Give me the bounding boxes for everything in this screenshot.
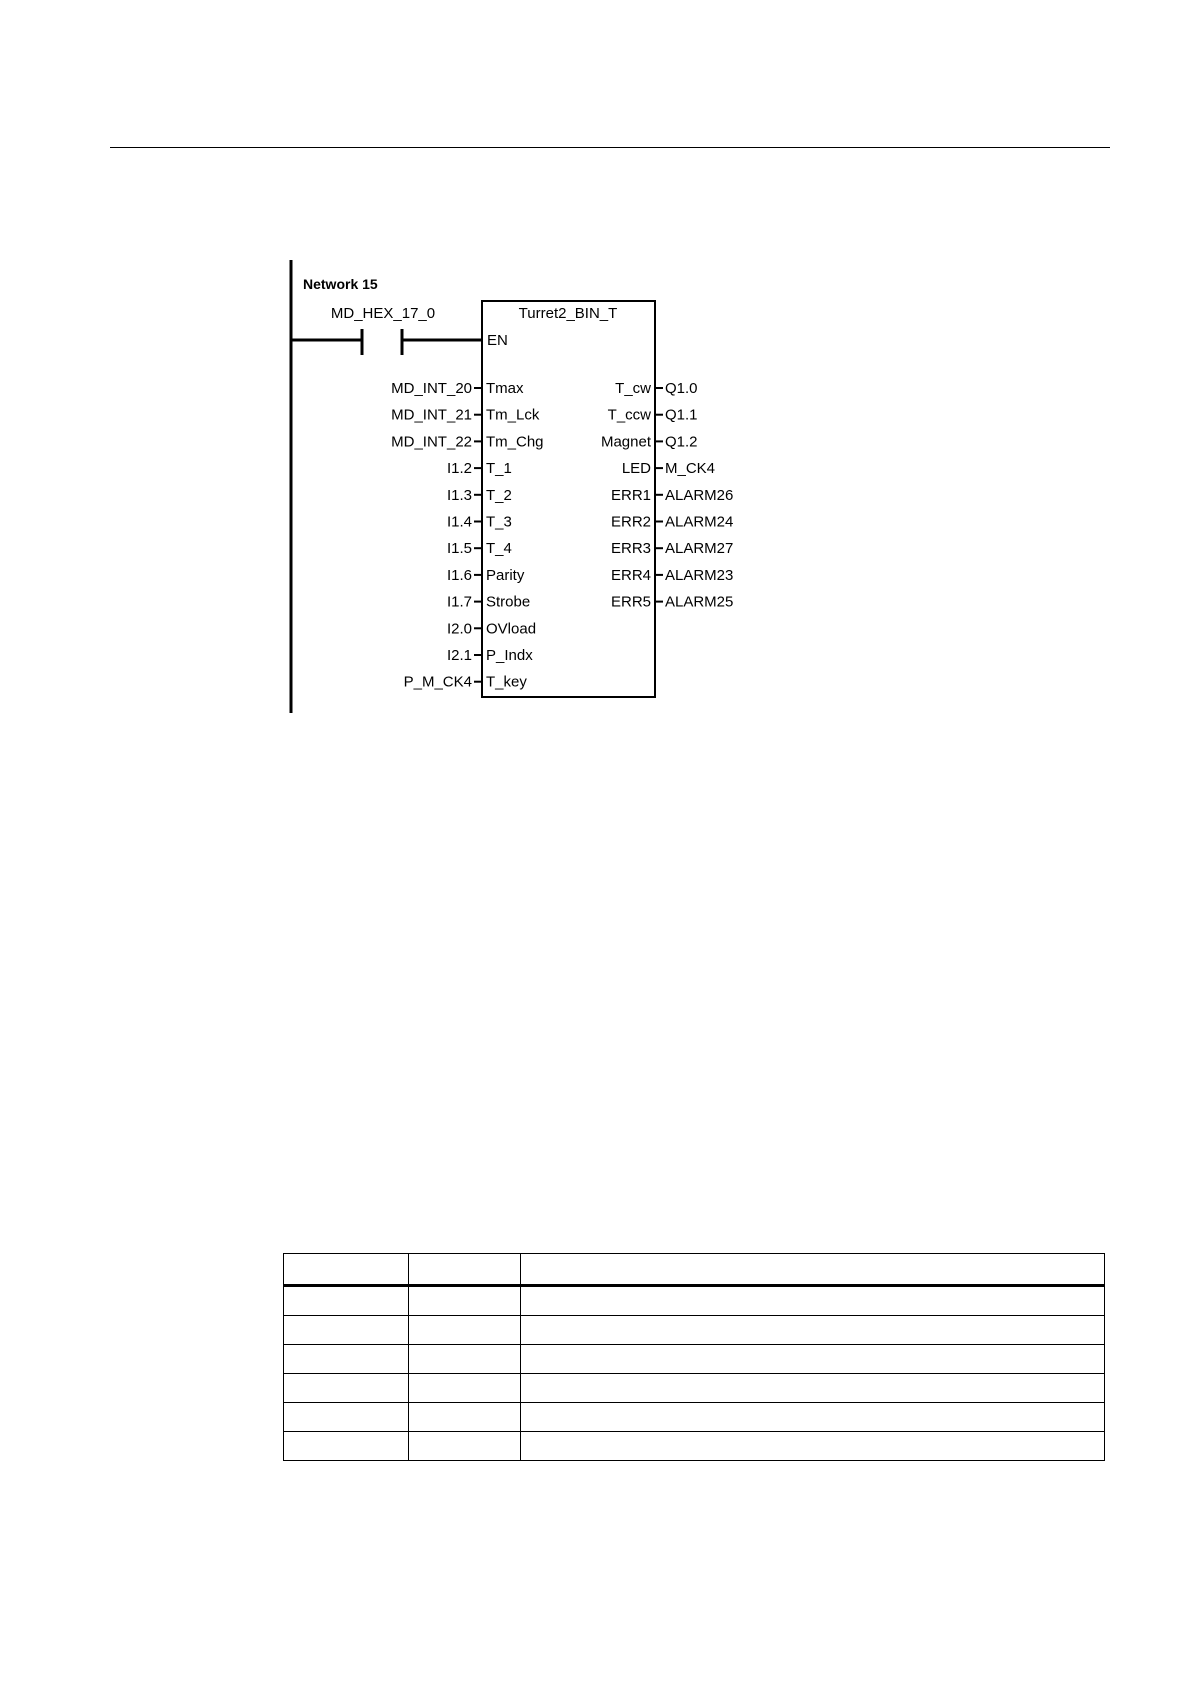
table-cell bbox=[284, 1374, 409, 1403]
block-name: Turret2_BIN_T bbox=[518, 305, 618, 322]
input-operand-tmax: MD_INT_20 bbox=[391, 380, 472, 397]
input-operand-tm-chg: MD_INT_22 bbox=[391, 433, 472, 451]
input-pin-t-1: T_1 bbox=[486, 460, 512, 478]
table-row bbox=[284, 1374, 1105, 1403]
input-operand-t-1: I1.2 bbox=[446, 460, 472, 478]
table-header-cell bbox=[284, 1254, 409, 1286]
output-operand-t-ccw: Q1.1 bbox=[665, 406, 698, 424]
output-pin-err3: ERR3 bbox=[610, 540, 651, 558]
input-pin-ovload: OVload bbox=[486, 620, 537, 638]
input-pin-tm-lck: Tm_Lck bbox=[486, 406, 540, 424]
table-cell bbox=[284, 1432, 409, 1461]
table-cell bbox=[284, 1286, 409, 1316]
table-cell bbox=[284, 1403, 409, 1432]
output-operand-err5: ALARM25 bbox=[665, 593, 734, 611]
input-operand-parity: I1.6 bbox=[446, 566, 472, 584]
table-cell bbox=[521, 1345, 1105, 1374]
table-cell bbox=[521, 1432, 1105, 1461]
table-row bbox=[284, 1432, 1105, 1461]
table-row bbox=[284, 1286, 1105, 1316]
table-row bbox=[284, 1316, 1105, 1345]
table-cell bbox=[409, 1316, 521, 1345]
input-operand-t-key: P_M_CK4 bbox=[403, 673, 472, 691]
input-pin-t-4: T_4 bbox=[486, 540, 512, 558]
table-header-cell bbox=[521, 1254, 1105, 1286]
output-pin-t-ccw: T_ccw bbox=[607, 406, 651, 424]
output-operand-err1: ALARM26 bbox=[665, 486, 734, 504]
output-operand-led: M_CK4 bbox=[665, 460, 716, 478]
table-cell bbox=[409, 1374, 521, 1403]
table-row bbox=[284, 1345, 1105, 1374]
table-cell bbox=[521, 1403, 1105, 1432]
input-operand-t-3: I1.4 bbox=[446, 513, 472, 531]
network-title: Network 15 bbox=[303, 276, 378, 292]
input-pin-t-2: T_2 bbox=[486, 486, 512, 504]
output-pin-err4: ERR4 bbox=[610, 566, 651, 584]
output-pin-magnet: Magnet bbox=[600, 433, 651, 451]
output-pin-err1: ERR1 bbox=[610, 486, 651, 504]
table-cell bbox=[409, 1286, 521, 1316]
table-header-row bbox=[284, 1254, 1105, 1286]
table-row bbox=[284, 1403, 1105, 1432]
input-pin-t-key: T_key bbox=[486, 673, 527, 691]
input-operand-tm-lck: MD_INT_21 bbox=[391, 406, 472, 424]
output-pin-t-cw: T_cw bbox=[615, 380, 651, 397]
output-operand-err4: ALARM23 bbox=[665, 566, 734, 584]
input-pin-parity: Parity bbox=[486, 566, 525, 584]
input-operand-ovload: I2.0 bbox=[446, 620, 472, 638]
table-cell bbox=[409, 1432, 521, 1461]
output-pin-err2: ERR2 bbox=[610, 513, 651, 531]
contact-label: MD_HEX_17_0 bbox=[330, 305, 436, 322]
output-operand-err2: ALARM24 bbox=[665, 513, 734, 531]
table-cell bbox=[521, 1286, 1105, 1316]
input-pin-tmax: Tmax bbox=[486, 380, 524, 397]
table-header-cell bbox=[409, 1254, 521, 1286]
input-operand-strobe: I1.7 bbox=[446, 593, 472, 611]
table-cell bbox=[521, 1374, 1105, 1403]
input-pin-strobe: Strobe bbox=[486, 593, 531, 611]
input-pin-tm-chg: Tm_Chg bbox=[486, 433, 544, 451]
input-pin-p-indx: P_Indx bbox=[486, 647, 533, 664]
table-cell bbox=[284, 1316, 409, 1345]
input-pin-t-3: T_3 bbox=[486, 513, 512, 531]
output-operand-err3: ALARM27 bbox=[665, 540, 734, 558]
table-cell bbox=[521, 1316, 1105, 1345]
input-operand-t-2: I1.3 bbox=[446, 486, 472, 504]
table-cell bbox=[409, 1345, 521, 1374]
input-operand-t-4: I1.5 bbox=[446, 540, 472, 558]
output-pin-led: LED bbox=[621, 460, 651, 478]
table-cell bbox=[409, 1403, 521, 1432]
table-cell bbox=[284, 1345, 409, 1374]
enable-pin: EN bbox=[487, 332, 508, 349]
parameter-table bbox=[283, 1253, 1105, 1461]
input-operand-p-indx: I2.1 bbox=[446, 647, 472, 664]
output-operand-magnet: Q1.2 bbox=[665, 433, 698, 451]
output-operand-t-cw: Q1.0 bbox=[665, 380, 698, 397]
output-pin-err5: ERR5 bbox=[610, 593, 651, 611]
